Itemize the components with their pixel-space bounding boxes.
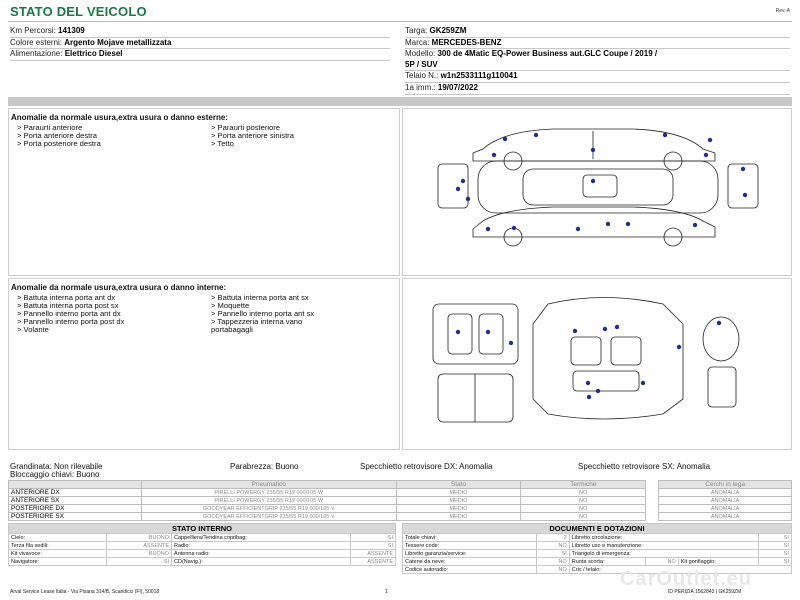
internal-damage-list-col1	[17, 294, 124, 334]
internal-diagram-panel	[402, 278, 792, 450]
summary-mirror-right: Specchietto retrovisore DX: Anomalia	[360, 462, 493, 471]
page-title: STATO DEL VEICOLO	[10, 4, 147, 19]
car-interior-diagram	[403, 279, 791, 449]
list-item: > Porta posteriore destra	[17, 139, 101, 148]
car-top-view	[456, 161, 718, 213]
external-damage-panel	[8, 108, 400, 276]
info-row-plate: Targa: GK259ZM	[405, 26, 790, 38]
internal-damage-list-col2	[211, 294, 314, 334]
external-damage-title: Anomalie da normale usura,extra usura o danno esterne:	[11, 113, 228, 122]
revision-label: Rev. A	[775, 8, 790, 14]
list-item: > Paraurti anteriore	[17, 123, 83, 132]
table-row: Kit vivavoce: BUONO Antenna radio: ASSENTE	[9, 550, 396, 558]
watermark-logo: CarOutlet.eu	[620, 568, 753, 590]
table-row: Tessere code: NO Libretto uso e manutenzione: SI	[403, 542, 792, 550]
info-row-brand: Marca: MERCEDES-BENZ	[405, 38, 790, 50]
internal-damage-panel	[8, 278, 400, 450]
internal-damage-title: Anomalie da normale usura,extra usura o danno interne:	[11, 283, 227, 292]
list-item: > Battuta interna porta post sx	[17, 301, 119, 310]
vehicle-info-left	[10, 26, 390, 61]
list-item: > Pannello interno porta ant sx	[211, 309, 315, 318]
internal-state-table	[8, 523, 396, 566]
info-row-color: Colore esterni: Argento Mojave metallizzata	[10, 38, 390, 50]
tyres-table	[8, 480, 792, 521]
internal-state-title: STATO INTERNO	[9, 524, 396, 534]
list-item: > Pannello interno porta ant dx	[17, 309, 121, 318]
list-item: > Porta anteriore sinistra	[211, 131, 294, 140]
car-front-rear-views	[438, 164, 758, 208]
documents-table	[402, 523, 792, 574]
table-row: Libretto garanzia/service: SI Triangolo di emergenza: SI	[403, 550, 792, 558]
table-row: POSTERIORE DX GOODYEAR EFFICIENTGRIP 235/55 R19 000/105 V MEDIO NO ANOMALIA	[9, 505, 792, 513]
info-row-km: Km Percorsi: 141309	[10, 26, 390, 38]
list-item: > Battuta interna porta ant dx	[17, 293, 116, 302]
list-item: portabagagli	[211, 325, 253, 334]
section-separator	[8, 97, 792, 106]
list-item: > Paraurti posteriore	[211, 123, 281, 132]
interior-top-plan-view	[533, 298, 683, 420]
external-damage-list-col1	[17, 124, 101, 148]
table-row: POSTERIORE SX GOODYEAR EFFICIENTGRIP 235/55 R19 000/105 V MEDIO NO ANOMALIA	[9, 513, 792, 521]
table-row: ANTERIORE SX PIRELLI POWERGY 235/55 R19 000/105 W MEDIO NO ANOMALIA	[9, 497, 792, 505]
table-row: Codice autoradio: NO Cric / telaio:	[403, 566, 792, 574]
info-row-model-cont: 5P / SUV	[405, 60, 790, 72]
table-row: Terza fila sedili: ASSENTE Radio: SI	[9, 542, 396, 550]
external-damage-list-col2	[211, 124, 294, 148]
interior-steering-wheel-view	[703, 317, 739, 407]
list-item: > Moquette	[211, 301, 250, 310]
list-item: > Tetto	[211, 139, 234, 148]
documents-title: DOCUMENTI E DOTAZIONI	[403, 524, 792, 534]
tyres-header-row: Pneumatico Stato Termiche Cerchi in lega	[9, 481, 792, 489]
list-item: > Porta anteriore destra	[17, 131, 97, 140]
car-side-view-top	[473, 129, 715, 170]
vehicle-info-right	[405, 26, 790, 95]
summary-key-lock: Bloccaggio chiavi: Buono	[10, 470, 100, 479]
table-row: Cielo: BUONO Cappelliera/Tendina copribag: SI	[9, 534, 396, 542]
external-diagram-panel	[402, 108, 792, 276]
info-row-reg-date: 1a imm.: 19/07/2022	[405, 83, 790, 95]
table-row: ANTERIORE DX PIRELLI POWERGY 235/55 R19 000/105 W MEDIO NO ANOMALIA	[9, 489, 792, 497]
info-row-vin: Telaio N.: w1n2533111g110041	[405, 71, 790, 83]
list-item: > Battuta interna porta ant sx	[211, 293, 309, 302]
title-divider	[8, 21, 792, 22]
footer-company: Arval Service Lease Italia - Via Pisana 314/B, Scandicci (FI), 50018	[10, 589, 160, 595]
info-row-fuel: Alimentazione: Elettrico Diesel	[10, 49, 390, 61]
summary-hail: Grandinata: Non rilevabile	[10, 462, 103, 471]
list-item: > Volante	[17, 325, 49, 334]
summary-mirror-left: Specchietto retrovisore SX: Anomalia	[578, 462, 711, 471]
footer-page-number: 1	[385, 589, 388, 595]
list-item: > Pannello interno porta post dx	[17, 317, 125, 326]
table-row: Catene da neve: NO Ruota scorta: NO Kit gonfiaggio: SI	[403, 558, 792, 566]
car-exterior-diagram	[403, 109, 791, 275]
info-row-model: Modello: 300 de 4Matic EQ-Power Business aut.GLC Coupe / 2019 /	[405, 49, 658, 59]
list-item: > Tappezzeria interna vano	[211, 317, 303, 326]
summary-windshield: Parabrezza: Buono	[230, 462, 299, 471]
table-row: Totale chiavi: 2 Libretto circolazione: SI	[403, 534, 792, 542]
table-row: Navigatore: SI CD(Navig.): ASSENTE	[9, 558, 396, 566]
footer-doc-id: ID PERIZIA 1562843 | GK259ZM	[668, 589, 742, 595]
interior-left-seats-view	[433, 304, 518, 422]
